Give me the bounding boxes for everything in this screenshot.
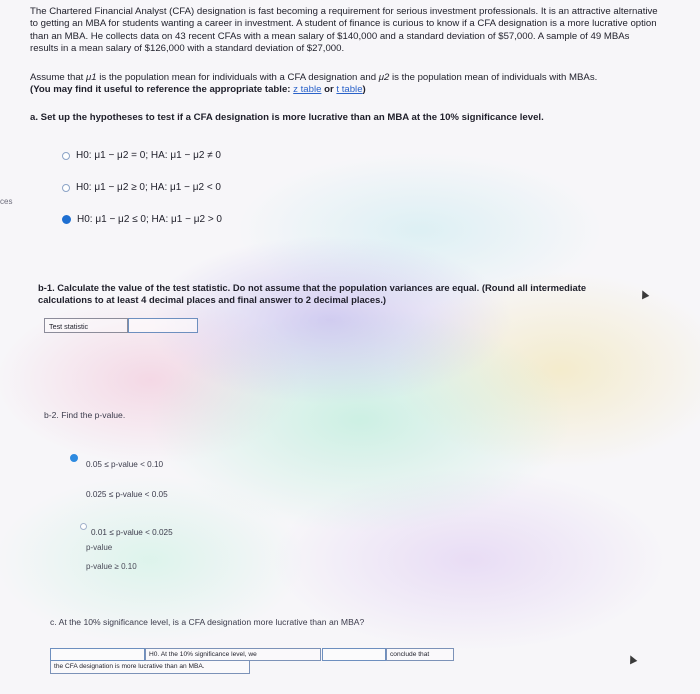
test-statistic-row xyxy=(44,318,198,333)
mu2-symbol: μ2 xyxy=(378,72,390,83)
test-statistic-input[interactable] xyxy=(128,318,198,333)
radio-button[interactable] xyxy=(62,152,70,160)
conclusion-input[interactable] xyxy=(322,648,386,661)
pvalue-extra-label: p-value xyxy=(86,543,113,552)
part-c-prompt: c. At the 10% significance level, is a CFA designation more lucrative than an MBA? xyxy=(50,617,365,627)
side-tag: ces xyxy=(0,197,13,206)
option-label: 0.05 ≤ p-value < 0.10 xyxy=(86,460,164,469)
radio-button-selected[interactable] xyxy=(62,215,71,224)
radio-button[interactable] xyxy=(80,523,87,530)
conclusion-select-1[interactable]: H0. At the 10% significance level, we xyxy=(145,648,321,661)
hint-or: or xyxy=(321,84,337,96)
test-statistic-label: Test statistic xyxy=(44,318,128,333)
assume-part1: Assume that xyxy=(30,72,86,83)
conclusion-select-2[interactable]: conclude that xyxy=(386,648,454,661)
assume-part2: is the population mean for individuals with a CFA designation and xyxy=(96,72,379,83)
option-label: H0: μ1 − μ2 ≥ 0; HA: μ1 − μ2 < 0 xyxy=(76,182,221,193)
part-b1-prompt xyxy=(38,282,628,306)
assumption-text xyxy=(30,72,685,97)
part-a-prompt: a. Set up the hypotheses to test if a CFA designation is more lucrative than an MBA at the 10% significance level. xyxy=(30,112,544,123)
assume-part3: is the population mean of individuals with MBAs. xyxy=(389,72,598,83)
pvalue-option-2[interactable] xyxy=(86,490,168,499)
option-label: H0: μ1 − μ2 ≤ 0; HA: μ1 − μ2 > 0 xyxy=(77,214,222,225)
t-table-link[interactable]: t table xyxy=(336,84,363,96)
pvalue-option-1[interactable] xyxy=(70,446,163,469)
conclusion-select-3[interactable]: the CFA designation is more lucrative than an MBA. xyxy=(50,661,250,674)
mu1-symbol: μ1 xyxy=(86,72,97,83)
table-hint xyxy=(30,84,366,95)
mouse-cursor-icon xyxy=(627,654,638,665)
hypothesis-option-3[interactable] xyxy=(62,214,222,225)
radio-button-selected[interactable] xyxy=(70,454,78,462)
option-label: 0.025 ≤ p-value < 0.05 xyxy=(86,490,168,499)
decision-select[interactable] xyxy=(50,648,145,661)
hint-end: ) xyxy=(362,84,366,96)
option-label: 0.01 ≤ p-value < 0.025 xyxy=(91,528,173,537)
b1-text: b-1. Calculate the value of the test statistic. Do not assume that the population variances are equal. xyxy=(38,282,480,293)
z-table-link[interactable]: z table xyxy=(293,84,322,96)
problem-intro: The Chartered Financial Analyst (CFA) designation is fast becoming a requirement for serious investment professionals. It is an attractive alternative to getting an MBA for students wanting a career in investment. A student of finance is curious to know if a CFA designation is a more lucrative option than an MBA. He collects data on 43 recent CFAs with a mean salary of $140,000 and a standard deviation of $57,000. A sample of 49 MBAs results in a mean salary of $126,000 with a standard deviation of $27,000. xyxy=(30,6,658,55)
mouse-cursor-icon xyxy=(639,289,650,300)
option-label: H0: μ1 − μ2 = 0; HA: μ1 − μ2 ≠ 0 xyxy=(76,150,221,161)
hint-text: (You may find it useful to reference the appropriate table: xyxy=(30,84,294,96)
pvalue-option-3[interactable] xyxy=(80,516,173,537)
pvalue-extra-option: p-value ≥ 0.10 xyxy=(86,562,137,571)
hypothesis-option-2[interactable] xyxy=(62,182,221,193)
radio-button[interactable] xyxy=(62,184,70,192)
hypothesis-option-1[interactable] xyxy=(62,150,221,161)
b1-rounding-note: (Round all intermediate calculations to at least 4 decimal places and final answer to 2 decimal places.) xyxy=(38,282,587,305)
part-b2-prompt: b-2. Find the p-value. xyxy=(44,410,126,420)
